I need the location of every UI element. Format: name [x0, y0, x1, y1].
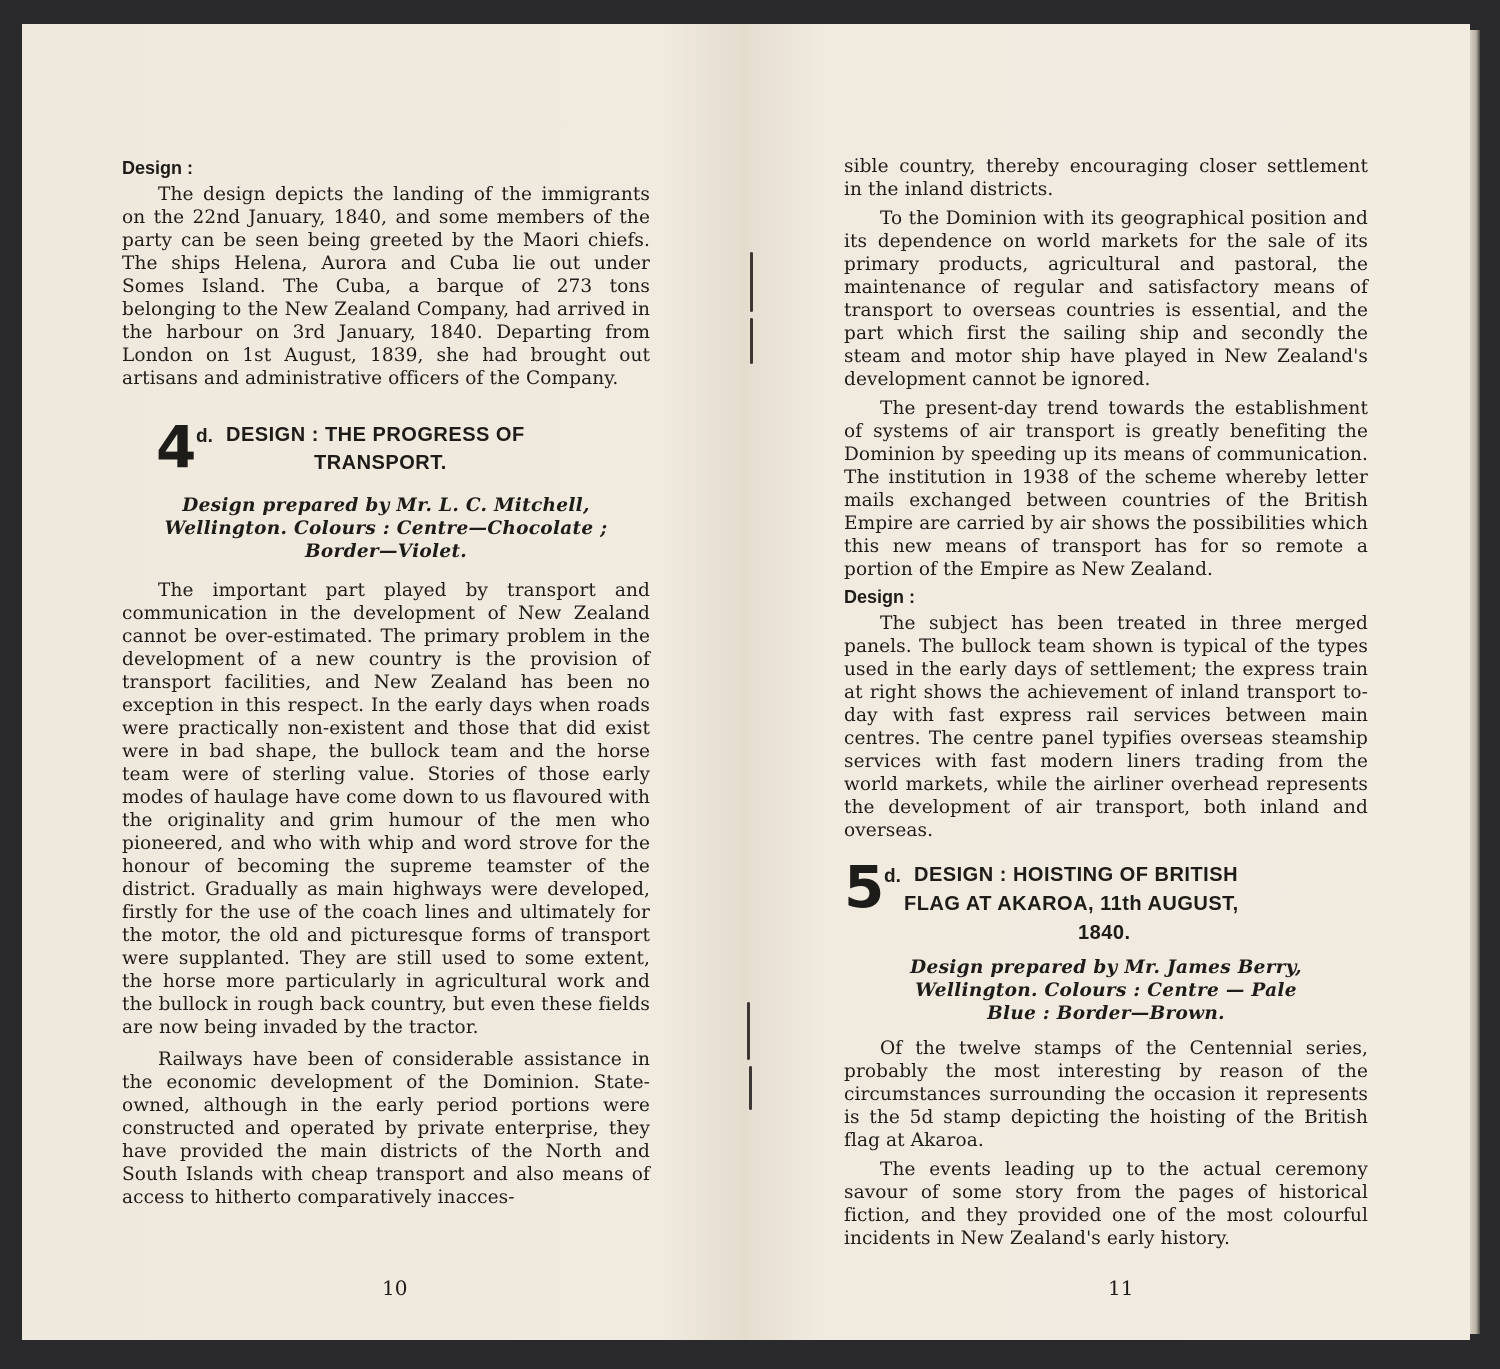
- heading5-line-3: 1840.: [1078, 922, 1131, 944]
- credit-line-1: Design prepared by Mr. L. C. Mitchell,: [182, 495, 590, 516]
- heading-number-5: 5: [844, 853, 885, 921]
- heading-line-1: DESIGN : THE PROGRESS OF: [226, 424, 525, 446]
- left-page: [22, 24, 748, 1340]
- events-paragraph: The events leading up to the actual ceremony savour of some story from the pages of historical fiction, and they provided one of the most colourful incidents in New Zealand's early history.: [844, 1159, 1368, 1249]
- credit5-line-3: Blue : Border—Brown.: [987, 1003, 1225, 1024]
- right-page: [748, 24, 1470, 1340]
- credit5-line-1: Design prepared by Mr. James Berry,: [910, 957, 1302, 978]
- credit-line-2: Wellington. Colours : Centre—Chocolate ;: [164, 518, 608, 539]
- left-page-content: [122, 158, 650, 1209]
- heading5-line-2: FLAG AT AKAROA, 11th AUGUST,: [904, 893, 1239, 915]
- air-transport-paragraph: The present-day trend towards the establishment of systems of air transport is greatly benefiting the Dominion by speeding up its means of communication. The institution in 1938 of the scheme whereby letter mails exchanged between countries of the British Empire are carried by air shows the possibilities which this new means of transport has for so remote a portion of the Empire as New Zealand.: [844, 398, 1368, 580]
- heading-suffix: d.: [196, 426, 213, 447]
- binding-stitch-2: [750, 318, 753, 364]
- design-label-right: Design :: [844, 587, 916, 607]
- dominion-paragraph: To the Dominion with its geographical position and its dependence on world markets for the sale of its primary products, agricultural and pastoral, the maintenance of regular and satisfactory means of transport to overseas countries is essential, and the part which first the sailing ship and secondly the steam and motor ship have played in New Zealand's development cannot be ignored.: [844, 208, 1368, 390]
- transport-paragraph: The important part played by transport and communication in the development of New Zealand cannot be over-estimated. The primary problem in the development of a new country is the provision of transport facilities, and New Zealand has been no exception in this respect. In the early days when roads were practically non-existent and those that did exist were in bad shape, the bullock team and the horse team were of sterling value. Stories of those early modes of haulage have come down to us flavoured with the originality and grim humour of the men who pioneered, and who with whip and word strove for the honour of becoming the supreme teamster of the district. Gradually as main highways were developed, firstly for the use of the coach lines and ultimately for the motor, the old and picturesque forms of transport were supplanted. They are still used to some extent, the horse more particularly in agricultural work and the bullock in rough back country, but even these fields are now being invaded by the tractor.: [122, 580, 650, 1038]
- page-edge: [1470, 30, 1480, 1334]
- continued-paragraph: sible country, thereby encouraging closer settlement in the inland districts.: [844, 156, 1368, 200]
- heading-number: 4: [156, 413, 197, 481]
- design-text-right: The subject has been treated in three merged panels. The bullock team shown is typical of the types used in the early days of settlement; the express train at right shows the achievement of inland transport to-day with fast express rail services between main centres. The centre panel typifies overseas steamship services with fast modern liners trading from the world markets, while the airliner overhead represents the development of air transport, both inland and overseas.: [844, 613, 1368, 841]
- binding-stitch-3: [747, 1002, 750, 1060]
- railways-paragraph: Railways have been of considerable assistance in the economic development of the Dominion. State-owned, although in the early period portions were constructed and operated by private enterprise, they have provided the main districts of the North and South Islands with cheap transport and also means of access to hitherto comparatively inacces-: [122, 1049, 650, 1208]
- page-number-left: 10: [382, 1276, 408, 1300]
- section-heading-4d: [122, 413, 650, 484]
- heading5-line-1: DESIGN : HOISTING OF BRITISH: [914, 864, 1239, 886]
- credit-line-3: Border—Violet.: [304, 541, 468, 562]
- section-heading-5d: [844, 853, 1368, 950]
- right-page-content: [844, 155, 1368, 1250]
- twelve-stamps-paragraph: Of the twelve stamps of the Centennial series, probably the most interesting by reason of the circumstances surrounding the occasion it represents is the 5d stamp depicting the hoisting of the British flag at Akaroa.: [844, 1038, 1368, 1151]
- design-label: Design :: [122, 158, 194, 178]
- heading-suffix-5: d.: [884, 866, 901, 887]
- page-number-right: 11: [1108, 1276, 1134, 1300]
- binding-stitch-1: [750, 252, 753, 312]
- design-text: The design depicts the landing of the immigrants on the 22nd January, 1840, and some members of the party can be seen being greeted by the Maori chiefs. The ships Helena, Aurora and Cuba lie out under Somes Island. The Cuba, a barque of 273 tons belonging to the New Zealand Company, had arrived in the harbour on 3rd January, 1840. Departing from London on 1st August, 1839, she had brought out artisans and administrative officers of the Company.: [122, 184, 650, 389]
- binding-stitch-4: [749, 1066, 752, 1110]
- heading-line-2: TRANSPORT.: [314, 452, 447, 474]
- credit5-line-2: Wellington. Colours : Centre — Pale: [915, 980, 1297, 1001]
